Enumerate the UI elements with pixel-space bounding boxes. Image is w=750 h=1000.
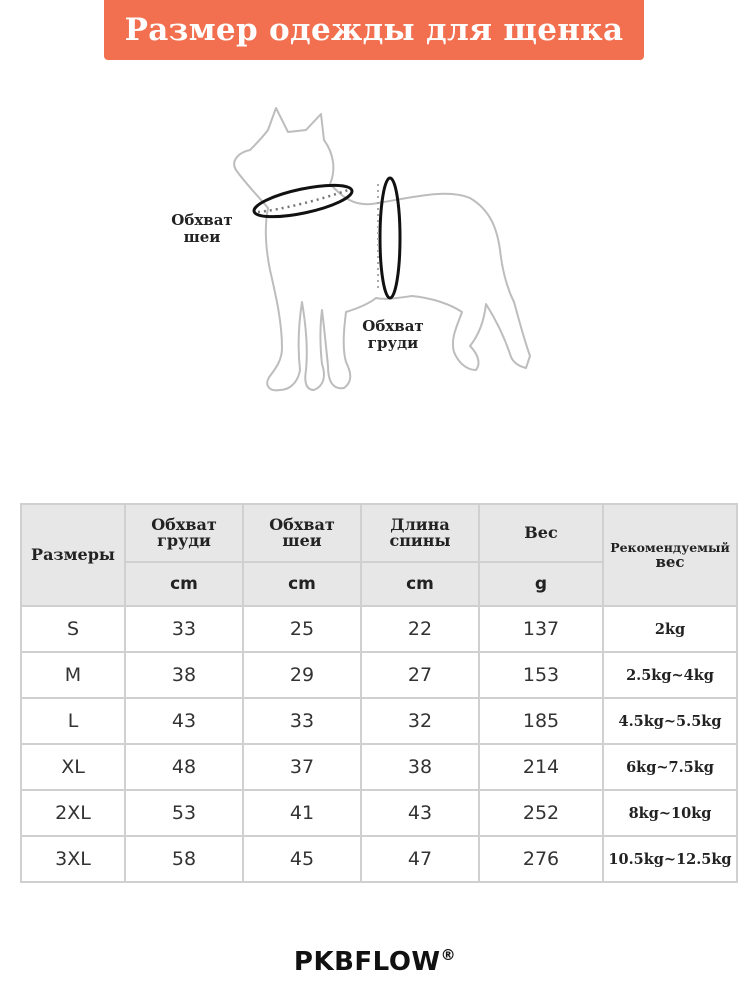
unit-back: cm bbox=[361, 562, 479, 606]
header-rec-line1: Рекомендуемый bbox=[610, 539, 730, 555]
cell-neck: 37 bbox=[243, 744, 361, 790]
cell-back: 43 bbox=[361, 790, 479, 836]
dog-outline-illustration bbox=[0, 100, 750, 420]
cell-weight: 153 bbox=[479, 652, 603, 698]
neck-dotted-line bbox=[258, 190, 348, 212]
header-rec-line2: вес bbox=[655, 552, 685, 571]
cell-size: M bbox=[21, 652, 125, 698]
header-neck-line1: Обхват bbox=[269, 515, 335, 534]
cell-back: 22 bbox=[361, 606, 479, 652]
cell-recommended-weight: 10.5kg~12.5kg bbox=[603, 836, 737, 882]
table-row bbox=[21, 744, 737, 790]
page-title: Размер одежды для щенка bbox=[124, 12, 624, 48]
cell-size: S bbox=[21, 606, 125, 652]
size-chart-table bbox=[20, 503, 738, 883]
header-back-line1: Длина bbox=[390, 515, 450, 534]
cell-neck: 29 bbox=[243, 652, 361, 698]
header-weight: Вес bbox=[479, 504, 603, 562]
brand-logo bbox=[0, 946, 750, 977]
brand-name: PKBFLOW bbox=[293, 947, 441, 977]
cell-weight: 137 bbox=[479, 606, 603, 652]
header-size: Размеры bbox=[21, 504, 125, 606]
neck-label-line2: шеи bbox=[183, 228, 221, 246]
unit-chest: cm bbox=[125, 562, 243, 606]
header-chest-line2: груди bbox=[157, 531, 211, 550]
cell-weight: 276 bbox=[479, 836, 603, 882]
cell-weight: 185 bbox=[479, 698, 603, 744]
table-row bbox=[21, 698, 737, 744]
cell-chest: 48 bbox=[125, 744, 243, 790]
cell-chest: 43 bbox=[125, 698, 243, 744]
unit-weight: g bbox=[479, 562, 603, 606]
table-row bbox=[21, 790, 737, 836]
cell-size: 3XL bbox=[21, 836, 125, 882]
cell-neck: 25 bbox=[243, 606, 361, 652]
cell-back: 47 bbox=[361, 836, 479, 882]
neck-measure-ring bbox=[252, 179, 355, 223]
neck-label-line1: Обхват bbox=[171, 211, 233, 229]
header-neck bbox=[243, 504, 361, 562]
cell-back: 38 bbox=[361, 744, 479, 790]
registered-mark: ® bbox=[440, 946, 457, 964]
chest-girth-label bbox=[348, 318, 438, 352]
cell-chest: 53 bbox=[125, 790, 243, 836]
cell-recommended-weight: 6kg~7.5kg bbox=[603, 744, 737, 790]
table-row bbox=[21, 606, 737, 652]
cell-recommended-weight: 8kg~10kg bbox=[603, 790, 737, 836]
cell-size: XL bbox=[21, 744, 125, 790]
cell-neck: 33 bbox=[243, 698, 361, 744]
chest-label-line1: Обхват bbox=[362, 317, 424, 335]
title-banner bbox=[104, 0, 644, 60]
cell-chest: 38 bbox=[125, 652, 243, 698]
unit-neck: cm bbox=[243, 562, 361, 606]
cell-weight: 252 bbox=[479, 790, 603, 836]
cell-size: 2XL bbox=[21, 790, 125, 836]
table-row bbox=[21, 652, 737, 698]
cell-neck: 45 bbox=[243, 836, 361, 882]
cell-recommended-weight: 4.5kg~5.5kg bbox=[603, 698, 737, 744]
cell-chest: 33 bbox=[125, 606, 243, 652]
header-neck-line2: шеи bbox=[282, 531, 322, 550]
header-chest-line1: Обхват bbox=[151, 515, 217, 534]
cell-neck: 41 bbox=[243, 790, 361, 836]
header-back-line2: спины bbox=[389, 531, 451, 550]
cell-recommended-weight: 2kg bbox=[603, 606, 737, 652]
header-recommended-weight bbox=[603, 504, 737, 606]
chest-measure-ring bbox=[380, 178, 400, 298]
cell-weight: 214 bbox=[479, 744, 603, 790]
header-back bbox=[361, 504, 479, 562]
cell-chest: 58 bbox=[125, 836, 243, 882]
neck-girth-label bbox=[157, 212, 247, 246]
table-row bbox=[21, 836, 737, 882]
header-chest bbox=[125, 504, 243, 562]
dog-measurement-diagram bbox=[0, 100, 750, 420]
cell-size: L bbox=[21, 698, 125, 744]
cell-recommended-weight: 2.5kg~4kg bbox=[603, 652, 737, 698]
cell-back: 32 bbox=[361, 698, 479, 744]
cell-back: 27 bbox=[361, 652, 479, 698]
chest-label-line2: груди bbox=[367, 334, 419, 352]
